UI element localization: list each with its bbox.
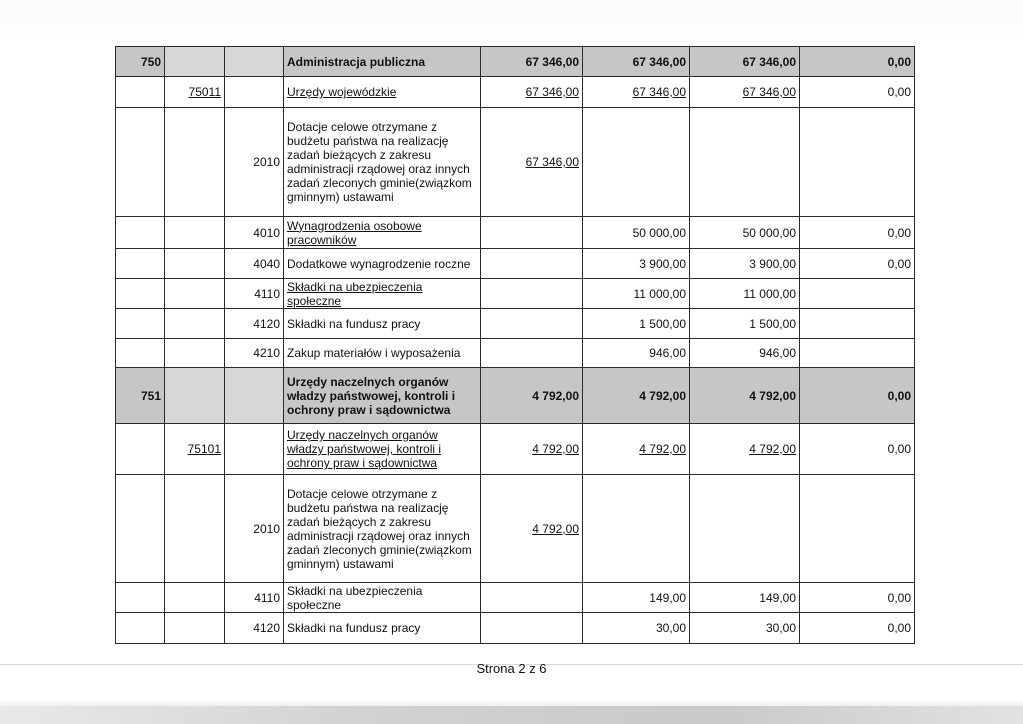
paragraf-cell: 4010 xyxy=(225,217,284,249)
name-cell: Zakup materiałów i wyposażenia xyxy=(284,339,481,368)
amount-cell-1: 67 346,00 xyxy=(481,108,583,217)
amount-cell-2: 149,00 xyxy=(583,583,690,613)
dzial-cell xyxy=(116,309,165,339)
amount-cell-4: 0,00 xyxy=(800,47,915,77)
amount-cell-4 xyxy=(800,475,915,583)
rozdzial-cell xyxy=(165,108,225,217)
name-cell: Składki na fundusz pracy xyxy=(284,613,481,644)
dzial-cell xyxy=(116,613,165,644)
table-row xyxy=(116,309,915,339)
table-row xyxy=(116,583,915,613)
amount-cell-4: 0,00 xyxy=(800,613,915,644)
rozdzial-cell xyxy=(165,583,225,613)
amount-cell-2: 67 346,00 xyxy=(583,47,690,77)
amount-cell-2: 3 900,00 xyxy=(583,249,690,279)
amount-cell-3: 1 500,00 xyxy=(690,309,800,339)
dzial-cell xyxy=(116,217,165,249)
chapter-row xyxy=(116,77,915,108)
paragraf-cell: 4040 xyxy=(225,249,284,279)
dzial-cell xyxy=(116,583,165,613)
amount-cell-1 xyxy=(481,613,583,644)
amount-cell-1 xyxy=(481,249,583,279)
amount-cell-1: 4 792,00 xyxy=(481,424,583,475)
rozdzial-cell xyxy=(165,475,225,583)
paragraf-cell xyxy=(225,424,284,475)
rozdzial-cell xyxy=(165,309,225,339)
table-row xyxy=(116,108,915,217)
amount-cell-3: 946,00 xyxy=(690,339,800,368)
dzial-cell xyxy=(116,424,165,475)
amount-cell-2: 67 346,00 xyxy=(583,77,690,108)
paragraf-cell: 4110 xyxy=(225,279,284,309)
dzial-cell xyxy=(116,77,165,108)
amount-cell-4 xyxy=(800,108,915,217)
amount-cell-2: 946,00 xyxy=(583,339,690,368)
amount-cell-2: 4 792,00 xyxy=(583,368,690,424)
amount-cell-2: 50 000,00 xyxy=(583,217,690,249)
scan-background-bottom xyxy=(0,706,1023,724)
amount-cell-1: 4 792,00 xyxy=(481,368,583,424)
amount-cell-3: 11 000,00 xyxy=(690,279,800,309)
amount-cell-1 xyxy=(481,279,583,309)
dzial-cell xyxy=(116,249,165,279)
paragraf-cell: 4210 xyxy=(225,339,284,368)
amount-cell-3: 149,00 xyxy=(690,583,800,613)
amount-cell-3: 67 346,00 xyxy=(690,47,800,77)
paragraf-cell: 2010 xyxy=(225,475,284,583)
rozdzial-cell xyxy=(165,249,225,279)
table-row xyxy=(116,613,915,644)
amount-cell-1: 67 346,00 xyxy=(481,77,583,108)
rozdzial-cell xyxy=(165,47,225,77)
amount-cell-4: 0,00 xyxy=(800,249,915,279)
amount-cell-1: 67 346,00 xyxy=(481,47,583,77)
amount-cell-1: 4 792,00 xyxy=(481,475,583,583)
amount-cell-4: 0,00 xyxy=(800,217,915,249)
amount-cell-4: 0,00 xyxy=(800,77,915,108)
amount-cell-4: 0,00 xyxy=(800,583,915,613)
name-cell: Urzędy naczelnych organów władzy państwowej, kontroli i ochrony praw i sądownictwa xyxy=(284,368,481,424)
rozdzial-cell xyxy=(165,368,225,424)
rozdzial-cell xyxy=(165,279,225,309)
paragraf-cell xyxy=(225,368,284,424)
name-cell: Składki na ubezpieczenia społeczne xyxy=(284,279,481,309)
amount-cell-3: 67 346,00 xyxy=(690,77,800,108)
section-row xyxy=(116,47,915,77)
section-row xyxy=(116,368,915,424)
amount-cell-3: 50 000,00 xyxy=(690,217,800,249)
amount-cell-2: 30,00 xyxy=(583,613,690,644)
rozdzial-cell xyxy=(165,613,225,644)
dzial-cell xyxy=(116,339,165,368)
amount-cell-2: 4 792,00 xyxy=(583,424,690,475)
name-cell: Administracja publiczna xyxy=(284,47,481,77)
name-cell: Dotacje celowe otrzymane z budżetu państwa na realizację zadań bieżących z zakresu administracji rządowej oraz innych zadań zleconych gminie(związkom gminnym) ustawami xyxy=(284,108,481,217)
amount-cell-2: 11 000,00 xyxy=(583,279,690,309)
paragraf-cell: 4120 xyxy=(225,309,284,339)
paragraf-cell: 2010 xyxy=(225,108,284,217)
dzial-cell xyxy=(116,279,165,309)
name-cell: Urzędy naczelnych organów władzy państwowej, kontroli i ochrony praw i sądownictwa xyxy=(284,424,481,475)
amount-cell-4: 0,00 xyxy=(800,368,915,424)
name-cell: Dodatkowe wynagrodzenie roczne xyxy=(284,249,481,279)
amount-cell-2 xyxy=(583,108,690,217)
amount-cell-3: 4 792,00 xyxy=(690,424,800,475)
amount-cell-4 xyxy=(800,309,915,339)
rozdzial-cell xyxy=(165,339,225,368)
paragraf-cell: 4110 xyxy=(225,583,284,613)
page-number: Strona 2 z 6 xyxy=(476,661,547,676)
chapter-row xyxy=(116,424,915,475)
name-cell: Składki na fundusz pracy xyxy=(284,309,481,339)
table-row xyxy=(116,279,915,309)
amount-cell-4 xyxy=(800,339,915,368)
rozdzial-cell: 75011 xyxy=(165,77,225,108)
dzial-cell xyxy=(116,108,165,217)
amount-cell-1 xyxy=(481,309,583,339)
amount-cell-3: 4 792,00 xyxy=(690,368,800,424)
paragraf-cell: 4120 xyxy=(225,613,284,644)
amount-cell-3: 30,00 xyxy=(690,613,800,644)
amount-cell-1 xyxy=(481,583,583,613)
paragraf-cell xyxy=(225,77,284,108)
amount-cell-4: 0,00 xyxy=(800,424,915,475)
table-row xyxy=(116,339,915,368)
amount-cell-1 xyxy=(481,217,583,249)
name-cell: Urzędy wojewódzkie xyxy=(284,77,481,108)
amount-cell-3: 3 900,00 xyxy=(690,249,800,279)
amount-cell-1 xyxy=(481,339,583,368)
rozdzial-cell xyxy=(165,217,225,249)
name-cell: Dotacje celowe otrzymane z budżetu państwa na realizację zadań bieżących z zakresu administracji rządowej oraz innych zadań zleconych gminie(związkom gminnym) ustawami xyxy=(284,475,481,583)
table-row xyxy=(116,475,915,583)
name-cell: Wynagrodzenia osobowe pracowników xyxy=(284,217,481,249)
amount-cell-3 xyxy=(690,108,800,217)
name-cell: Składki na ubezpieczenia społeczne xyxy=(284,583,481,613)
amount-cell-4 xyxy=(800,279,915,309)
amount-cell-2: 1 500,00 xyxy=(583,309,690,339)
dzial-cell xyxy=(116,475,165,583)
table-body xyxy=(116,47,915,644)
table-row xyxy=(116,249,915,279)
table-row xyxy=(116,217,915,249)
amount-cell-3 xyxy=(690,475,800,583)
scan-background-top xyxy=(0,0,1023,40)
paragraf-cell xyxy=(225,47,284,77)
dzial-cell: 750 xyxy=(116,47,165,77)
rozdzial-cell: 75101 xyxy=(165,424,225,475)
dzial-cell: 751 xyxy=(116,368,165,424)
amount-cell-2 xyxy=(583,475,690,583)
budget-table xyxy=(115,46,915,644)
